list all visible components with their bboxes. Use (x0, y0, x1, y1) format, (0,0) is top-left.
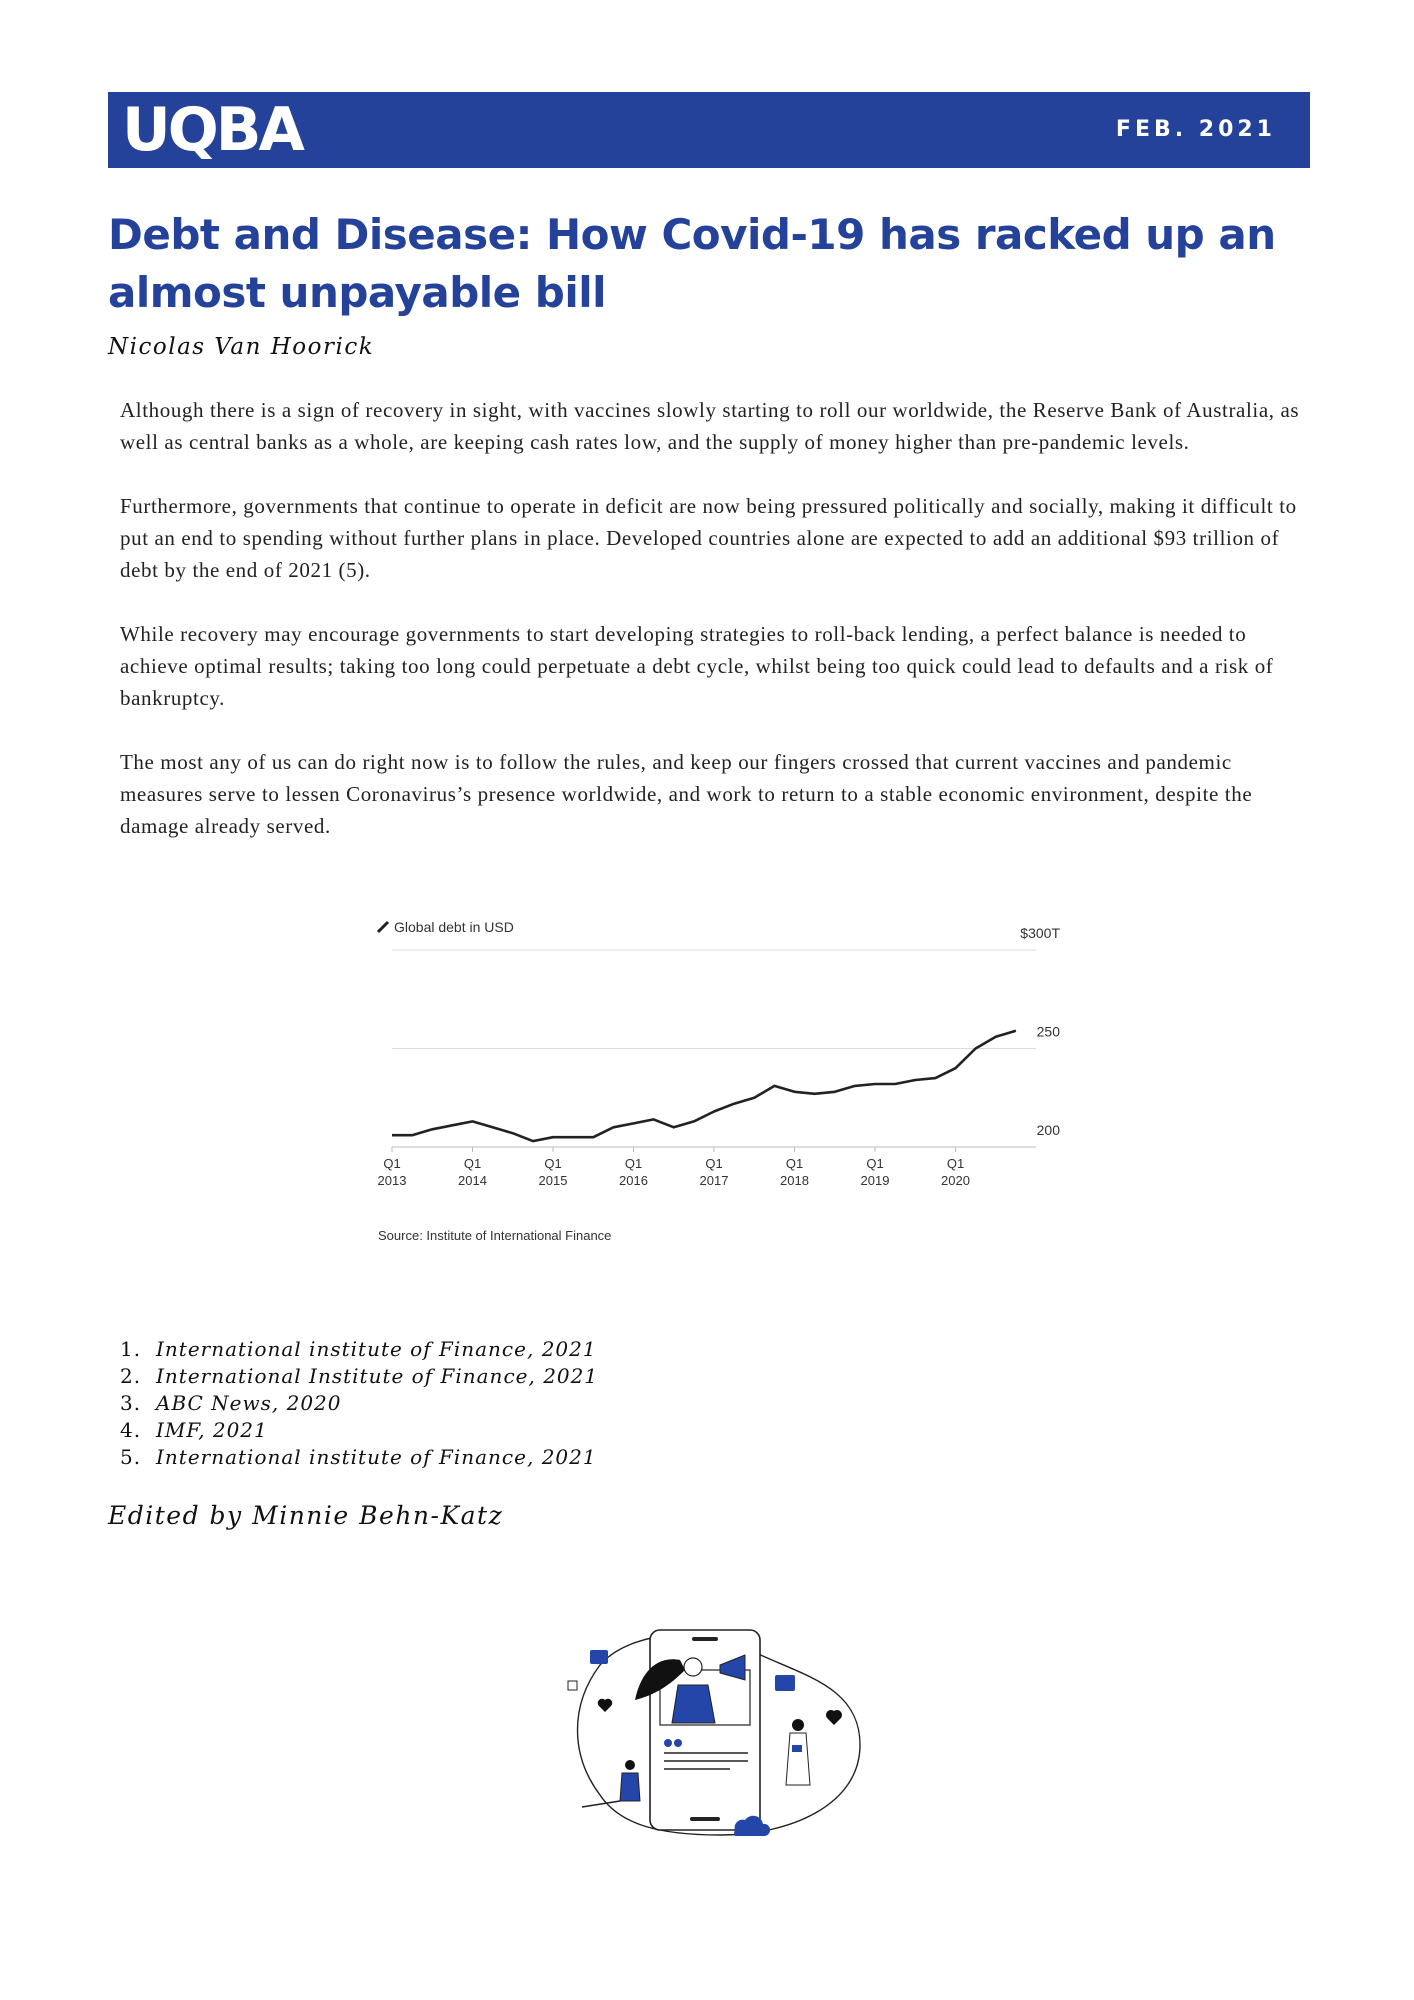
reference-item (120, 1390, 598, 1417)
x-tick-label: Q1 (544, 1156, 562, 1171)
y-tick-label: $300T (1020, 925, 1060, 941)
reference-text: International Institute of Finance, 2021 (156, 1364, 599, 1388)
reference-number: 1. (120, 1337, 142, 1361)
paragraph: While recovery may encourage governments to start developing strategies to roll-back lending, a perfect balance is needed to achieve optimal results; taking too long could perpetuate a debt cycle, whilst being too quick could lead to defaults and a risk of bankruptcy. (120, 622, 1274, 710)
sitting-person-legs (582, 1801, 620, 1807)
reference-item (120, 1363, 598, 1390)
chat-bubble-icon (590, 1650, 608, 1664)
reference-text: IMF, 2021 (156, 1418, 268, 1442)
standing-person-head (792, 1719, 804, 1731)
social-media-illustration-icon (560, 1625, 870, 1845)
article-title: Debt and Disease: How Covid-19 has racked up an almost unpayable bill (108, 210, 1276, 317)
x-tick-label: 2015 (538, 1173, 568, 1188)
avatar-dot (664, 1739, 672, 1747)
x-tick-label: Q1 (463, 1156, 482, 1171)
x-tick-label: Q1 (624, 1156, 643, 1171)
article-body (120, 394, 1315, 874)
notification-icon (775, 1675, 795, 1691)
reference-text: International institute of Finance, 2021 (156, 1337, 597, 1361)
x-tick-label: Q1 (705, 1156, 723, 1171)
reference-item (120, 1444, 598, 1471)
chart-svg (370, 908, 1090, 1248)
y-tick-label: 200 (1036, 1122, 1060, 1138)
thumbs-up-icon (568, 1681, 577, 1690)
issue-date: FEB. 2021 (1115, 117, 1276, 142)
person-head (684, 1658, 702, 1676)
paragraph: The most any of us can do right now is to follow the rules, and keep our fingers crossed that current vaccines and pandemic measures serve to lessen Coronavirus’s presence worldwide, and work to return to a stable economic environment, despite the damage already served. (120, 750, 1253, 838)
x-tick-label: 2020 (941, 1173, 970, 1188)
global-debt-chart (370, 908, 1090, 1248)
reference-number: 3. (120, 1391, 142, 1415)
illustration-svg (560, 1625, 870, 1845)
heart-icon (826, 1710, 842, 1725)
x-tick-label: 2017 (699, 1173, 729, 1188)
reference-number: 5. (120, 1445, 142, 1469)
x-tick-label: 2019 (860, 1173, 890, 1188)
reference-text: International institute of Finance, 2021 (156, 1445, 597, 1469)
phone-home-bar (690, 1817, 720, 1821)
x-tick-label: 2016 (619, 1173, 648, 1188)
laptop-icon (792, 1745, 802, 1752)
reference-number: 4. (120, 1418, 142, 1442)
x-tick-label: 2013 (377, 1173, 407, 1188)
x-tick-label: Q1 (383, 1156, 401, 1171)
reference-item (120, 1417, 598, 1444)
reference-item (120, 1336, 598, 1363)
paragraph: Although there is a sign of recovery in sight, with vaccines slowly starting to roll our worldwide, the Reserve Bank of Australia, as well as central banks as a whole, are keeping cash rates low, and the supply of money higher than pre-pandemic levels. (120, 398, 1300, 454)
standing-person-body (786, 1733, 810, 1785)
sitting-person-body (620, 1773, 640, 1801)
legend-label: Global debt in USD (394, 919, 514, 935)
phone-camera (692, 1637, 718, 1641)
x-tick-label: Q1 (866, 1156, 884, 1171)
references-list (120, 1336, 598, 1471)
legend-swatch (378, 922, 388, 932)
x-tick-label: Q1 (785, 1156, 804, 1171)
x-tick-label: Q1 (946, 1156, 965, 1171)
paragraph: Furthermore, governments that continue to operate in deficit are now being pressured politically and socially, making it difficult to put an end to spending without further plans in place. Developed countries alone are expected to add an additional $93 trillion of debt by the end of 2021 (5). (120, 494, 1297, 582)
y-tick-label: 250 (1036, 1023, 1060, 1040)
x-tick-label: 2018 (780, 1173, 809, 1188)
chart-source: Source: Institute of International Finance (378, 1228, 612, 1243)
avatar-dot (674, 1739, 682, 1747)
reference-number: 2. (120, 1364, 142, 1388)
series-line (392, 1031, 1016, 1141)
article-author: Nicolas Van Hoorick (108, 334, 375, 360)
heart-icon (598, 1699, 612, 1712)
editor-credit: Edited by Minnie Behn-Katz (108, 1501, 504, 1530)
person-shirt (672, 1685, 715, 1723)
reference-text: ABC News, 2020 (156, 1391, 342, 1415)
header-banner (108, 92, 1310, 168)
brand-logo: UQBA (122, 95, 302, 165)
sitting-person-head (625, 1760, 635, 1770)
x-tick-label: 2014 (458, 1173, 487, 1188)
